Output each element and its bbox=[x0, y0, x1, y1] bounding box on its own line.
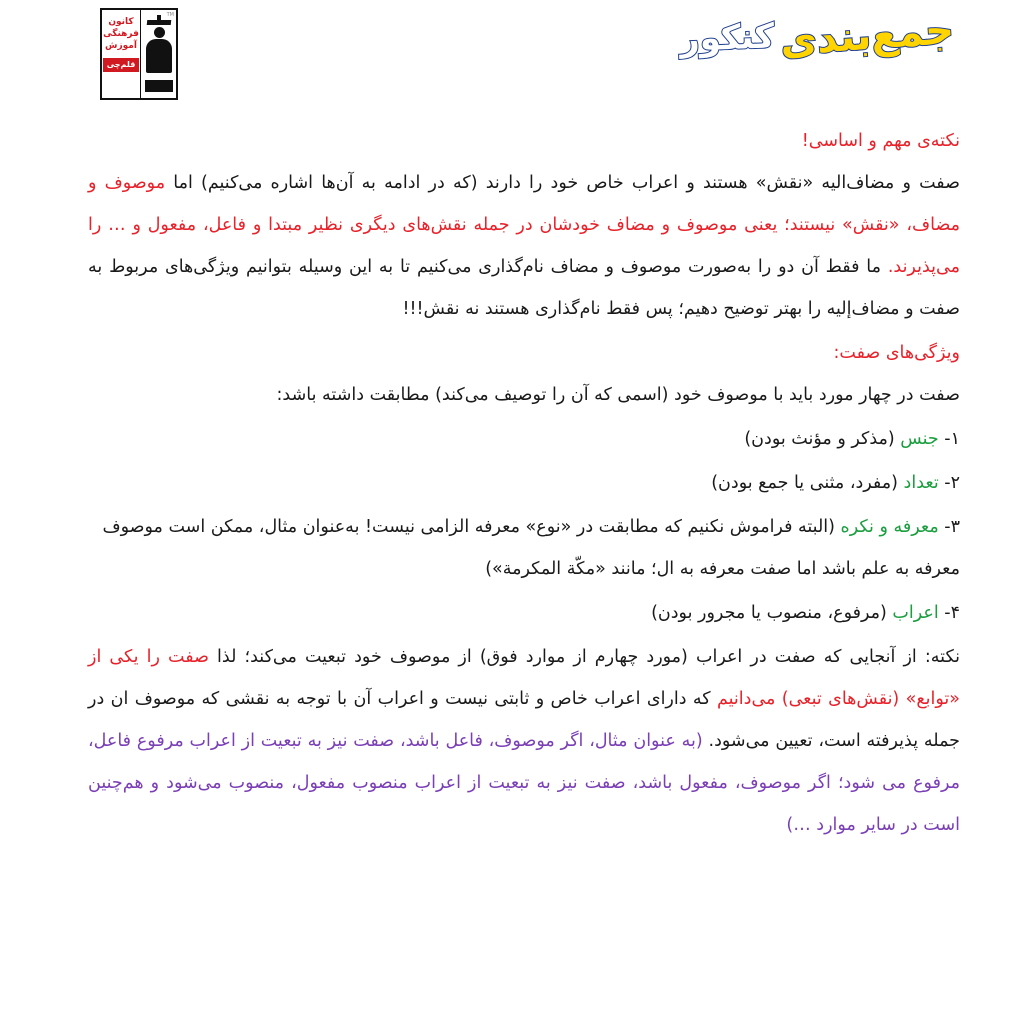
brand-word-jambandi: جمع‌بندی bbox=[778, 6, 956, 66]
feature-item-number: ۴- bbox=[938, 603, 960, 623]
logo-line-3: آموزش bbox=[105, 41, 137, 51]
feature-item bbox=[88, 506, 960, 590]
logo-line-1: کانون bbox=[108, 17, 134, 27]
graduate-figure-icon bbox=[140, 10, 176, 98]
tabe-run-0: نکته: از آنجایی که صفت در اعراب (مورد چهارم از موارد فوق) از موصوف خود تبعیت می‌کند؛ لذا bbox=[208, 647, 960, 667]
brand-word-konkoor: کنکور bbox=[678, 16, 775, 60]
feature-item-label: اعراب bbox=[892, 603, 939, 623]
definition-run-1: موصوف و مضاف، «نقش» نیستند؛ یعنی موصوف و مضاف خودشان در جمله نقش‌های دیگری نظیر مبتدا و فاعل، مفعول و … را می‌پذیرند. bbox=[88, 173, 960, 277]
kanoon-logo bbox=[100, 8, 178, 100]
document-content bbox=[0, 120, 1020, 846]
feature-item-detail: (البته فراموش نکنیم که مطابقت در «نوع» معرفه الزامی نیست! به‌عنوان مثال، ممکن است موصوف معرفه به علم باشد اما صفت معرفه به ال؛ مانند «مکّة المکرمة») bbox=[102, 517, 960, 579]
tabe-run-1: صفت را یکی از «توابع» (نقش‌های تبعی) می‌دانیم bbox=[88, 647, 960, 709]
features-heading: ویژگی‌های صفت: bbox=[833, 343, 960, 363]
paragraph-definition bbox=[88, 162, 960, 330]
feature-item-number: ۳- bbox=[938, 517, 960, 537]
features-list bbox=[88, 418, 960, 634]
page-header bbox=[0, 0, 1020, 120]
brand-title bbox=[678, 6, 956, 66]
paragraph-tabe bbox=[88, 636, 960, 846]
tabe-run-3: (به عنوان مثال، اگر موصوف، فاعل باشد، صفت نیز به تبعیت از اعراب مرفوع فاعل، مرفوع می شود؛ اگر موصوف، مفعول باشد، صفت نیز به تبعیت از اعراب منصوب مفعول، منصوب می‌شود و هم‌چنین است در سایر موارد …) bbox=[88, 731, 960, 835]
feature-item bbox=[88, 462, 960, 504]
feature-item-detail: (مفرد، مثنی یا جمع بودن) bbox=[711, 473, 904, 493]
feature-item-detail: (مرفوع، منصوب یا مجرور بودن) bbox=[651, 603, 893, 623]
feature-item bbox=[88, 592, 960, 634]
logo-line-2: فرهنگی bbox=[103, 29, 139, 39]
definition-run-0: صفت و مضاف‌الیه «نقش» هستند و اعراب خاص خود را دارند (که در ادامه به آن‌ها اشاره می‌کنیم) اما bbox=[165, 173, 960, 193]
tabe-run-2: که دارای اعراب خاص و ثابتی نیست و اعراب آن با توجه به نقشی که موصوف ان در جمله پذیرفته است، تعیین می‌شود. bbox=[88, 689, 960, 751]
feature-item-number: ۱- bbox=[938, 429, 960, 449]
trademark-mark: TM bbox=[166, 12, 174, 18]
definition-run-2: ما فقط آن دو را به‌صورت موصوف و مضاف نام‌گذاری می‌کنیم تا به این وسیله بتوانیم ویژگی‌های مربوط به صفت و مضاف‌إلیه را بهتر توضیح دهیم؛ پس فقط نام‌گذاری هستند نه نقش!!! bbox=[88, 257, 960, 319]
logo-text-block bbox=[102, 10, 140, 98]
paragraph-agreement-intro: صفت در چهار مورد باید با موصوف خود (اسمی که آن را توصیف می‌کند) مطابقت داشته باشد: bbox=[276, 385, 960, 405]
feature-item-detail: (مذکر و مؤنث بودن) bbox=[744, 429, 901, 449]
feature-item-number: ۲- bbox=[938, 473, 960, 493]
note-heading: نکته‌ی مهم و اساسی! bbox=[801, 131, 960, 151]
feature-item-label: تعداد bbox=[903, 473, 939, 493]
logo-corner-label: قلم‌چی bbox=[103, 58, 140, 72]
feature-item-label: معرفه و نکره bbox=[840, 517, 939, 537]
feature-item-label: جنس bbox=[900, 429, 939, 449]
feature-item bbox=[88, 418, 960, 460]
